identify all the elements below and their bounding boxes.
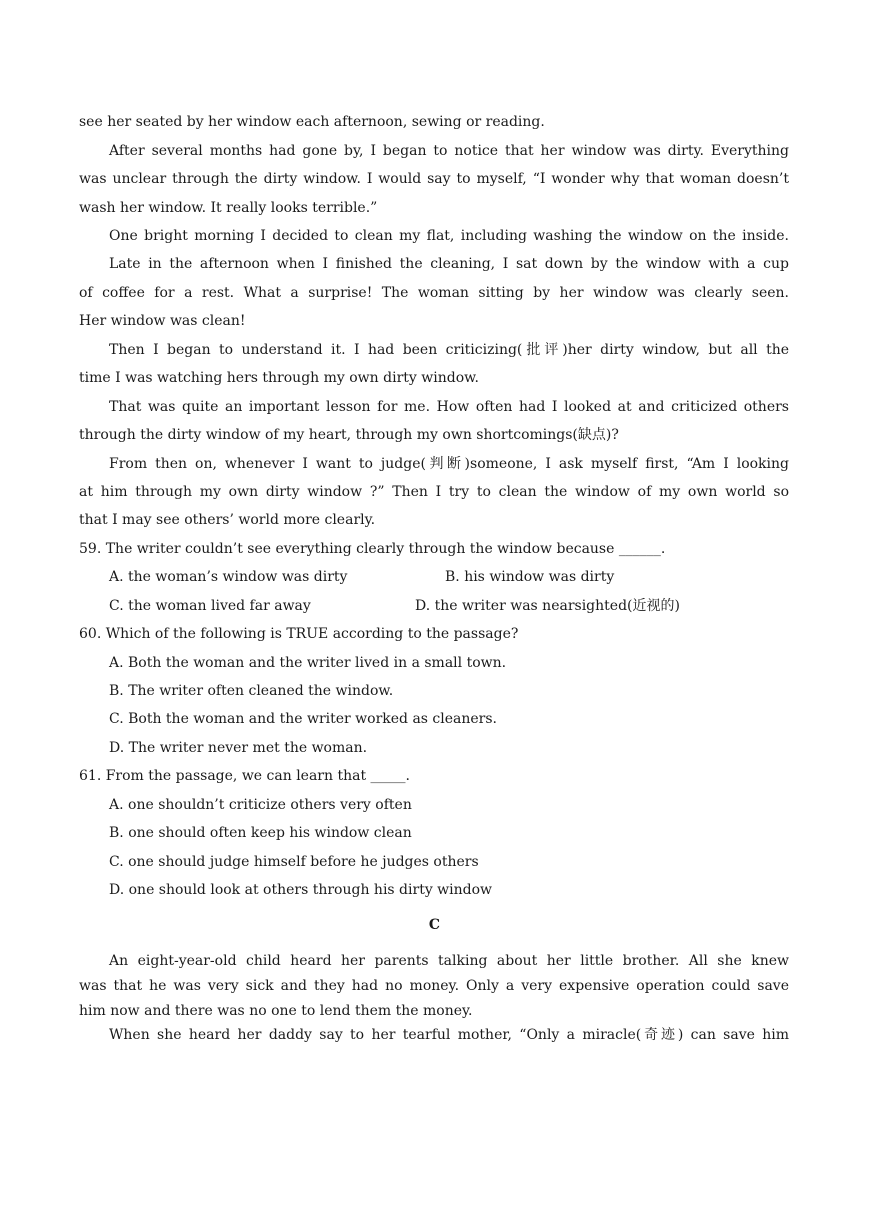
- option-b: B. one should often keep his window clean: [109, 825, 412, 841]
- section-heading: C: [428, 917, 441, 933]
- option-b: B. The writer often cleaned the window.: [109, 683, 394, 699]
- passage-line: An eight-year-old child heard her parents talking about her little brother. All she knew: [109, 953, 789, 969]
- option-d: D. The writer never met the woman.: [109, 740, 368, 756]
- passage-line: After several months had gone by, I began to notice that her window was dirty. Everything: [109, 143, 789, 159]
- passage-line: of coffee for a rest. What a surprise! The woman sitting by her window was clearly seen.: [79, 285, 789, 301]
- passage-line: Late in the afternoon when I finished the cleaning, I sat down by the window with a cup: [109, 256, 789, 272]
- passage-line: time I was watching hers through my own dirty window.: [79, 370, 479, 386]
- option-a: A. Both the woman and the writer lived in a small town.: [109, 655, 507, 671]
- passage-line: Her window was clean!: [79, 313, 246, 329]
- passage-line: that I may see others’ world more clearly.: [79, 512, 376, 528]
- option-d: D. the writer was nearsighted(近视的): [415, 598, 680, 614]
- passage-line: From then on, whenever I want to judge(判断)someone, I ask myself first, “Am I looking: [109, 456, 789, 472]
- option-c: C. Both the woman and the writer worked as cleaners.: [109, 711, 498, 727]
- option-b: B. his window was dirty: [445, 569, 615, 585]
- option-a: A. the woman’s window was dirty: [109, 569, 348, 585]
- question-stem: 60. Which of the following is TRUE according to the passage?: [79, 626, 519, 642]
- passage-line: Then I began to understand it. I had been criticizing(批评)her dirty window, but all the: [109, 342, 789, 358]
- passage-line: see her seated by her window each afternoon, sewing or reading.: [79, 114, 545, 130]
- question-stem: 61. From the passage, we can learn that _____.: [79, 768, 410, 784]
- option-d: D. one should look at others through his dirty window: [109, 882, 493, 898]
- option-c: C. the woman lived far away: [109, 598, 311, 614]
- passage-line: through the dirty window of my heart, through my own shortcomings(缺点)?: [79, 427, 619, 443]
- passage-line: him now and there was no one to lend them the money.: [79, 1003, 473, 1019]
- option-c: C. one should judge himself before he judges others: [109, 854, 479, 870]
- passage-line: When she heard her daddy say to her tearful mother, “Only a miracle(奇迹) can save him: [109, 1027, 789, 1043]
- passage-line: at him through my own dirty window ?” Then I try to clean the window of my own world so: [79, 484, 789, 500]
- passage-line: was unclear through the dirty window. I would say to myself, “I wonder why that woman doesn’t: [79, 171, 789, 187]
- passage-line: was that he was very sick and they had no money. Only a very expensive operation could save: [79, 978, 789, 994]
- passage-line: That was quite an important lesson for me. How often had I looked at and criticized others: [109, 399, 789, 415]
- question-stem: 59. The writer couldn’t see everything clearly through the window because ______.: [79, 541, 666, 557]
- passage-line: One bright morning I decided to clean my flat, including washing the window on the inside.: [109, 228, 789, 244]
- passage-line: wash her window. It really looks terrible.”: [79, 200, 378, 216]
- option-a: A. one shouldn’t criticize others very often: [109, 797, 412, 813]
